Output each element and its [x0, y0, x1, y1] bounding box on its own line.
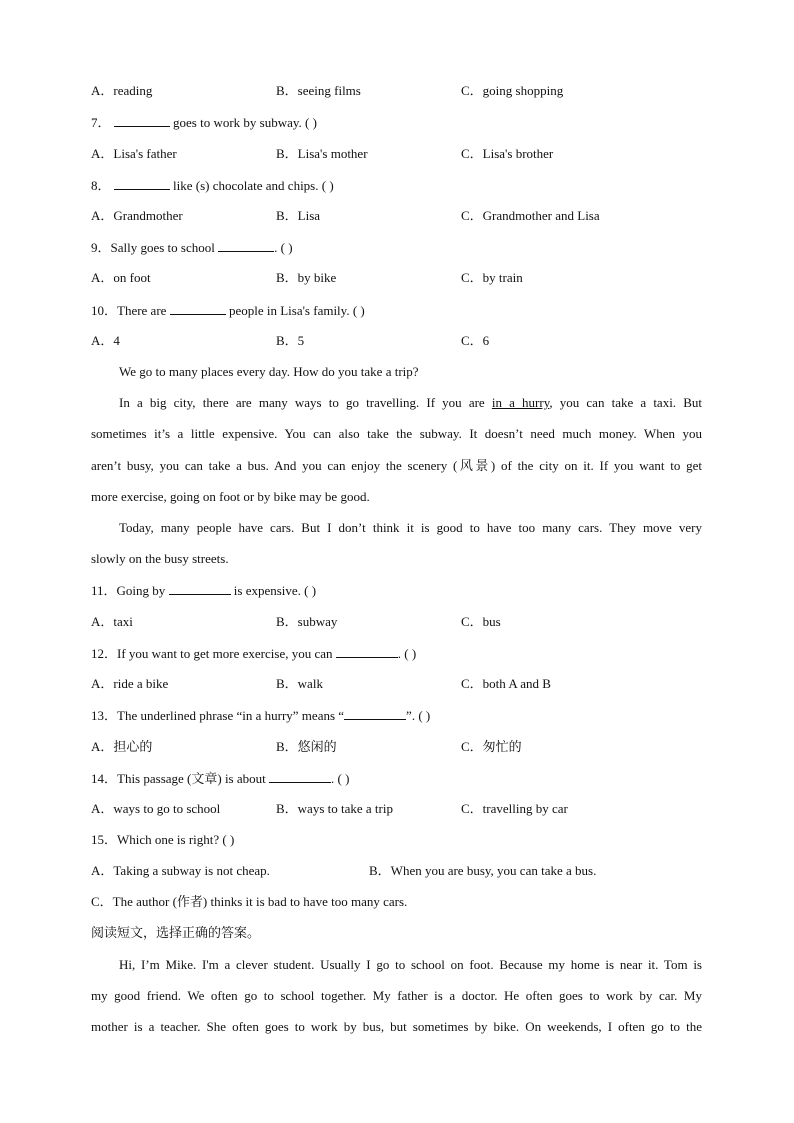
q6-option-c[interactable]: C．going shopping [461, 83, 564, 98]
q8-option-a[interactable]: A．Grandmother [91, 208, 183, 223]
question-14 [91, 770, 349, 787]
q11-options [0, 614, 794, 630]
q7-text: goes to work by subway. ( ) [173, 115, 317, 130]
passage1-p1-line4: more exercise, going on foot or by bike may be good. [91, 489, 370, 504]
q7-option-a[interactable]: A．Lisa's father [91, 146, 177, 161]
q10-option-c[interactable]: C．6 [461, 333, 490, 348]
q11-answer-blank[interactable] [169, 582, 231, 595]
q13-option-b[interactable]: B．悠闲的 [276, 739, 337, 754]
section2-heading: 阅读短文，选择正确的答案。 [91, 926, 261, 941]
underlined-phrase: in a hurry [491, 395, 550, 410]
q7-option-b[interactable]: B．Lisa's mother [276, 146, 368, 161]
q14-answer-blank[interactable] [269, 770, 331, 783]
passage2-line1: Hi, I’m Mike. I'm a clever student. Usually I go to school on foot. Because my home is near it. Tom is [119, 957, 702, 972]
q8-options [0, 208, 794, 224]
q14-option-c[interactable]: C．travelling by car [461, 801, 568, 816]
question-13 [91, 707, 430, 724]
q9-number: 9．Sally goes to school [91, 240, 215, 255]
q12-option-b[interactable]: B．walk [276, 676, 323, 691]
q14-option-a[interactable]: A．ways to go to school [91, 801, 221, 816]
q7-number: 7． [91, 115, 111, 130]
q13-option-c[interactable]: C．匆忙的 [461, 739, 522, 754]
passage2-line3: mother is a teacher. She often goes to work by bus, but sometimes by bike. On weekends, I often go to the [91, 1019, 702, 1034]
q9-text: . ( ) [274, 240, 293, 255]
q8-number: 8． [91, 178, 111, 193]
question-7 [91, 114, 317, 131]
q14-text: . ( ) [331, 771, 350, 786]
q14-option-b[interactable]: B．ways to take a trip [276, 801, 393, 816]
passage1-p1-line2: sometimes it’s a little expensive. You can also take the subway. It doesn’t need much money. When you [91, 426, 702, 441]
p1-after: , you can take a taxi. But [549, 395, 702, 410]
q6-option-a[interactable]: A．reading [91, 83, 153, 98]
q9-options [0, 270, 794, 286]
question-10 [91, 302, 365, 319]
question-9 [91, 239, 293, 256]
q13-answer-blank[interactable] [344, 707, 406, 720]
q12-text: . ( ) [397, 646, 417, 661]
passage1-p1-line1 [91, 395, 702, 411]
q9-option-c[interactable]: C．by train [461, 270, 523, 285]
passage1-intro: We go to many places every day. How do you take a trip? [119, 364, 419, 379]
q8-option-c[interactable]: C．Grandmother and Lisa [461, 208, 600, 223]
q8-option-b[interactable]: B．Lisa [276, 208, 321, 223]
q9-option-a[interactable]: A．on foot [91, 270, 151, 285]
q7-options [0, 146, 794, 162]
q12-option-c[interactable]: C．both A and B [461, 676, 551, 691]
q15-options-row1 [0, 863, 794, 879]
q10-answer-blank[interactable] [170, 302, 226, 315]
question-11 [91, 582, 316, 599]
p1-before: In a big city, there are many ways to go travelling. If you are [119, 395, 492, 410]
q12-options [0, 676, 794, 692]
passage2-line2: my good friend. We often go to school together. My father is a doctor. He often goes to work by car. My [91, 988, 702, 1003]
q15-option-b[interactable]: B．When you are busy, you can take a bus. [369, 863, 597, 878]
passage1-p1-line3: aren’t busy, you can take a bus. And you can enjoy the scenery (风景) of the city on it. If you want to get [91, 458, 702, 473]
q12-option-a[interactable]: A．ride a bike [91, 676, 169, 691]
q13-options [0, 739, 794, 755]
question-15: 15．Which one is right? ( ) [91, 832, 235, 847]
question-8 [91, 177, 334, 194]
q6-option-b[interactable]: B．seeing films [276, 83, 361, 98]
q15-option-a[interactable]: A．Taking a subway is not cheap. [91, 863, 270, 878]
q14-number: 14．This passage (文章) is about [91, 771, 266, 786]
q10-option-a[interactable]: A．4 [91, 333, 120, 348]
q13-text: ”. ( ) [406, 708, 431, 723]
q11-number: 11．Going by [91, 583, 166, 598]
q9-answer-blank[interactable] [218, 239, 274, 252]
q7-answer-blank[interactable] [114, 114, 170, 127]
q10-option-b[interactable]: B．5 [276, 333, 305, 348]
q14-options [0, 801, 794, 817]
q11-option-c[interactable]: C．bus [461, 614, 501, 629]
passage1-p2-line1: Today, many people have cars. But I don’t think it is good to have too many cars. They move very [119, 520, 702, 535]
q13-number: 13．The underlined phrase “in a hurry” means “ [91, 708, 345, 723]
q11-option-b[interactable]: B．subway [276, 614, 338, 629]
q10-number: 10．There are [91, 303, 167, 318]
q12-answer-blank[interactable] [336, 645, 398, 658]
q13-option-a[interactable]: A．担心的 [91, 739, 153, 754]
q12-number: 12．If you want to get more exercise, you can [91, 646, 333, 661]
question-12 [91, 645, 416, 662]
q11-option-a[interactable]: A．taxi [91, 614, 133, 629]
q6-options [0, 83, 794, 99]
q9-option-b[interactable]: B．by bike [276, 270, 337, 285]
q8-answer-blank[interactable] [114, 177, 170, 190]
q10-options [0, 333, 794, 349]
q7-option-c[interactable]: C．Lisa's brother [461, 146, 554, 161]
q8-text: like (s) chocolate and chips. ( ) [173, 178, 334, 193]
q11-text: is expensive. ( ) [233, 583, 317, 598]
passage1-p2-line2: slowly on the busy streets. [91, 551, 229, 566]
q10-text: people in Lisa's family. ( ) [228, 303, 365, 318]
q15-option-c[interactable]: C．The author (作者) thinks it is bad to have too many cars. [91, 894, 408, 909]
